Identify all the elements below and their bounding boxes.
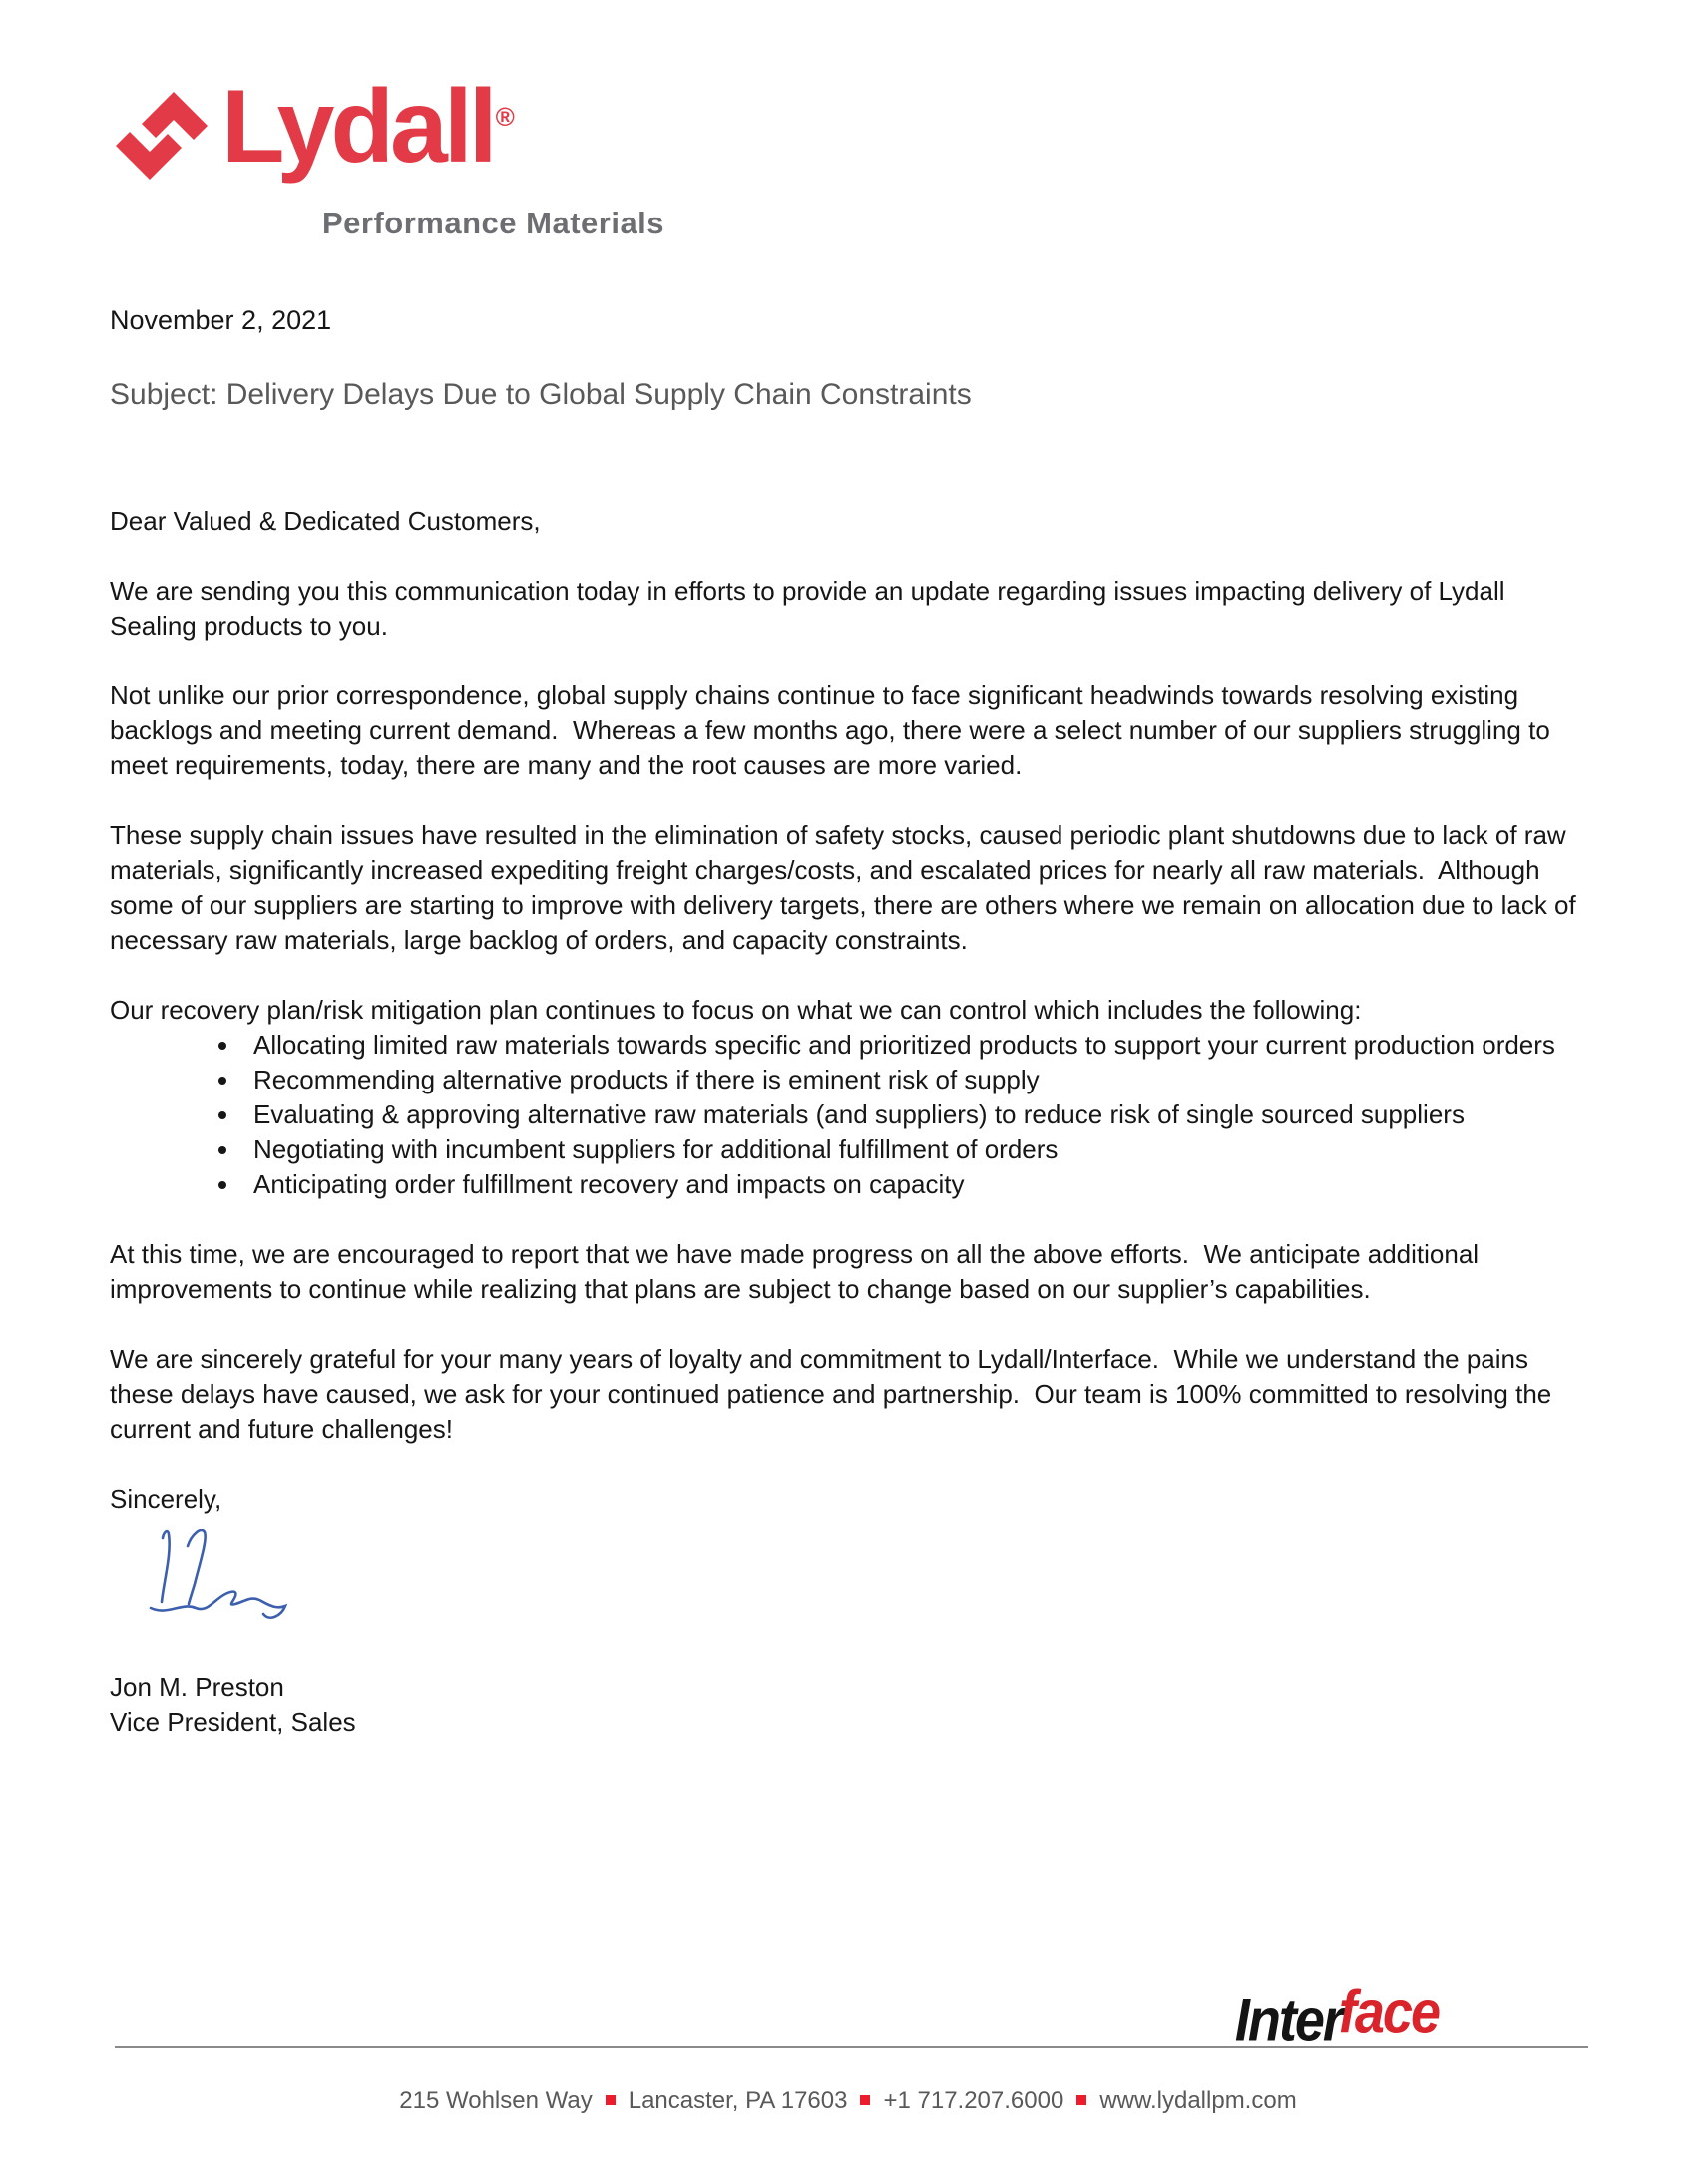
list-item: • Recommending alternative products if there is eminent risk of supply — [241, 1063, 1586, 1097]
square-separator-icon — [1076, 2095, 1086, 2105]
letter-date: November 2, 2021 — [110, 305, 332, 335]
valediction: Sincerely, — [110, 1484, 222, 1514]
list-item: • Evaluating & approving alternative raw materials (and suppliers) to reduce risk of single sourced suppliers — [241, 1097, 1586, 1132]
handwritten-signature — [148, 1525, 307, 1624]
paragraph-progress: At this time, we are encouraged to report that we have made progress on all the above efforts. We anticipate additional improvements to continue while realizing that plans are subject to change based on our supplier’s capabilities. — [110, 1239, 1486, 1304]
salutation: Dear Valued & Dedicated Customers, — [110, 506, 541, 536]
signer-name: Jon M. Preston — [110, 1672, 284, 1702]
lydall-mark-icon — [110, 88, 213, 184]
square-separator-icon — [860, 2095, 870, 2105]
interface-logo-red: face — [1338, 1978, 1439, 2047]
lydall-wordmark-text: Lydall — [221, 69, 494, 185]
paragraph-recovery-intro: Our recovery plan/risk mitigation plan continues to focus on what we can control which includes the following: — [110, 995, 1362, 1025]
paragraph-intro: We are sending you this communication today in efforts to provide an update regarding issues impacting delivery of Lydall Sealing products to you. — [110, 576, 1512, 641]
footer-address — [0, 2087, 1696, 2115]
list-item: • Anticipating order fulfillment recovery and impacts on capacity — [241, 1167, 1586, 1202]
lydall-logo — [110, 0, 1586, 198]
footer-city: Lancaster, PA 17603 — [628, 2087, 848, 2114]
footer-phone: +1 717.207.6000 — [883, 2087, 1064, 2114]
interface-logo-black: Inter — [1234, 1986, 1342, 2054]
list-item: • Negotiating with incumbent suppliers for additional fulfillment of orders — [241, 1132, 1586, 1167]
interface-logo — [1234, 1978, 1439, 2055]
recovery-plan-list — [110, 1028, 1586, 1202]
list-item: • Allocating limited raw materials towards specific and prioritized products to support your current production orders — [241, 1028, 1586, 1063]
paragraph-supply-chains: Not unlike our prior correspondence, global supply chains continue to face significant headwinds towards resolving existing backlogs and meeting current demand. Whereas a few months ago, there were a select number of our suppliers struggling to meet requirements, today, there are many and the root causes are more varied. — [110, 680, 1558, 780]
brand-tagline: Performance Materials — [322, 206, 665, 240]
signer-title: Vice President, Sales — [110, 1707, 356, 1737]
square-separator-icon — [606, 2095, 616, 2105]
lydall-wordmark — [221, 69, 515, 185]
paragraph-impacts: These supply chain issues have resulted in the elimination of safety stocks, caused periodic plant shutdowns due to lack of raw materials, significantly increased expediting freight charges/costs, and escalated prices for nearly all raw materials. Although some of our suppliers are starting to improve with delivery targets, there are others where we remain on allocation due to lack of necessary raw materials, large backlog of orders, and capacity constraints. — [110, 820, 1583, 955]
footer-street: 215 Wohlsen Way — [399, 2087, 593, 2114]
footer-website: www.lydallpm.com — [1099, 2087, 1297, 2114]
subject-line: Subject: Delivery Delays Due to Global Supply Chain Constraints — [110, 378, 972, 411]
paragraph-gratitude: We are sincerely grateful for your many years of loyalty and commitment to Lydall/Interface. While we understand the pains these delays have caused, we ask for your continued patience and partnership. Our team is 100% committed to resolving the current and future challenges! — [110, 1344, 1559, 1444]
registered-trademark-icon: ® — [495, 102, 515, 133]
